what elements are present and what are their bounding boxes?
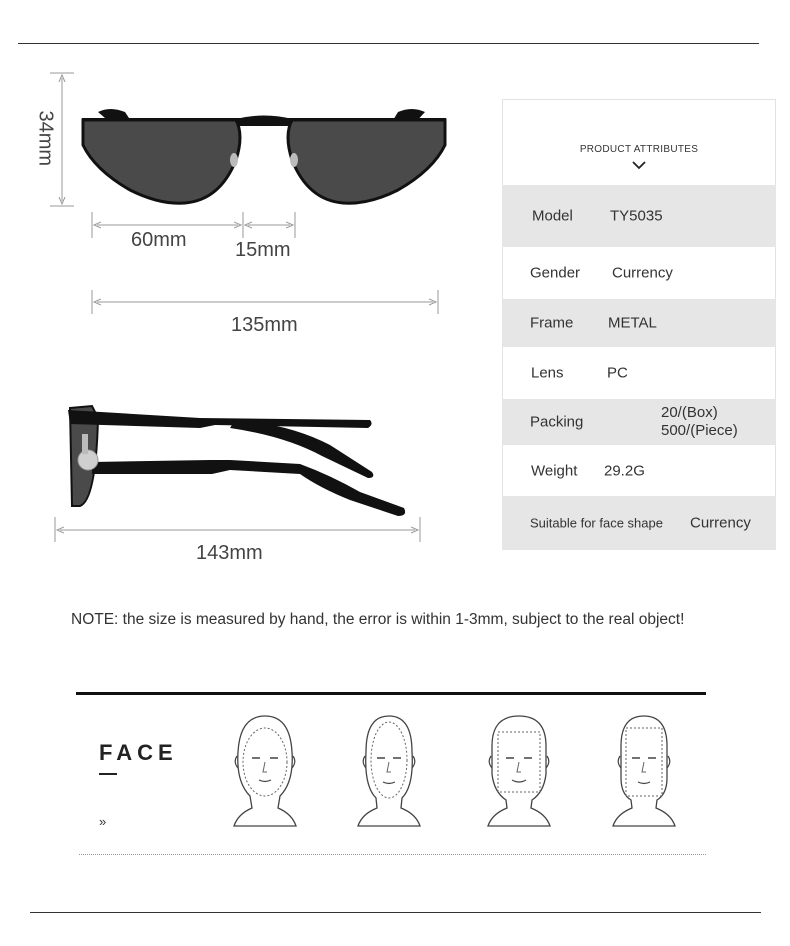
- attr-value: 29.2G: [604, 462, 645, 479]
- chevron-down-icon: [632, 160, 646, 170]
- frame-width-label: 135mm: [231, 314, 298, 336]
- attr-key: Lens: [531, 364, 564, 382]
- rectangle-face-icon: [611, 712, 677, 828]
- attr-key: Gender: [530, 264, 581, 282]
- height-label: 34mm: [34, 110, 57, 167]
- temple-length-label: 143mm: [196, 542, 263, 564]
- packing-box: 20/(Box): [661, 404, 718, 421]
- attr-value: PC: [607, 364, 628, 382]
- packing-piece: 500/(Piece): [661, 422, 738, 439]
- attr-value: METAL: [608, 314, 657, 332]
- front-view-glasses: [82, 109, 446, 203]
- face-title-underline: [99, 773, 117, 775]
- lens-width-label: 60mm: [131, 229, 187, 251]
- oval-face-icon: [232, 712, 298, 828]
- product-attributes-table: [502, 99, 776, 550]
- attr-key: Packing: [530, 413, 584, 431]
- left-lens: [83, 120, 240, 203]
- attr-row-model: [502, 185, 776, 247]
- side-view-glasses: [68, 406, 405, 516]
- attr-value: Currency: [690, 514, 751, 532]
- attr-value: TY5035: [610, 207, 663, 225]
- attributes-title: PRODUCT ATTRIBUTES: [579, 144, 699, 155]
- attr-value: [661, 404, 738, 440]
- face-title: FACE: [99, 740, 178, 765]
- right-lens: [288, 120, 445, 203]
- attr-key: Frame: [530, 314, 574, 332]
- double-chevron-icon: »: [99, 814, 107, 829]
- attr-row-packing: [502, 399, 776, 445]
- face-section-rule: [76, 692, 706, 695]
- attr-key: Weight: [531, 462, 578, 479]
- attr-row-frame: [502, 299, 776, 347]
- long-face-icon: [356, 712, 422, 828]
- attr-row-gender: [502, 247, 776, 299]
- attr-row-face-shape: [502, 496, 776, 550]
- attr-value: Currency: [612, 264, 673, 282]
- face-section-divider: [79, 854, 706, 855]
- attributes-header: [502, 99, 776, 185]
- square-face-icon: [486, 712, 552, 828]
- attr-row-weight: [502, 445, 776, 496]
- bridge-label: 15mm: [235, 239, 291, 261]
- measurement-note: NOTE: the size is measured by hand, the error is within 1-3mm, subject to the real object!: [71, 611, 685, 628]
- bottom-rule: [30, 912, 761, 913]
- attr-key: Suitable for face shape: [530, 515, 663, 531]
- attr-key: Model: [532, 207, 573, 225]
- attr-row-lens: [502, 347, 776, 399]
